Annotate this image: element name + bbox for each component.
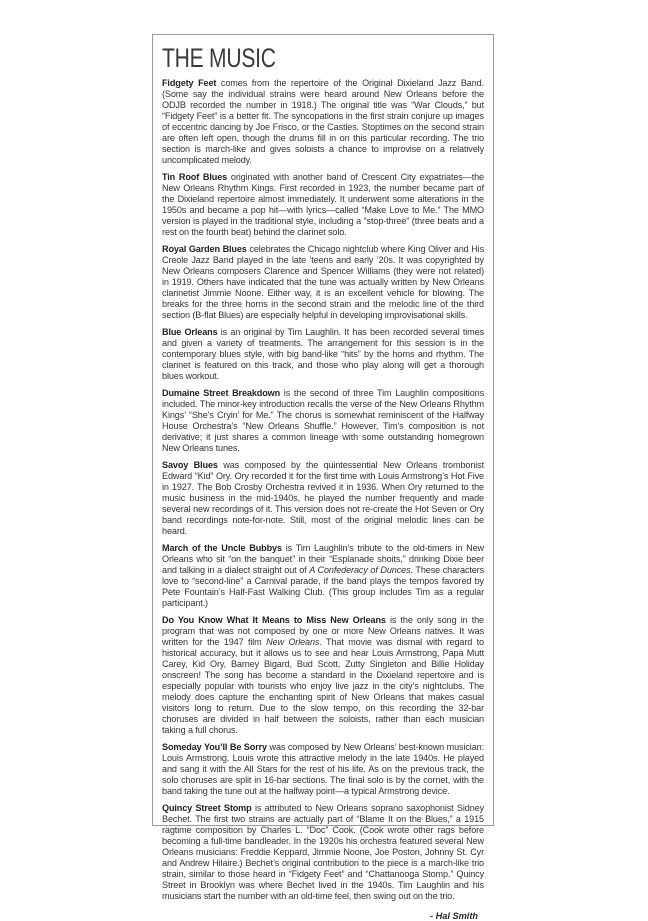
liner-notes-page (152, 34, 494, 921)
song-entry (162, 615, 484, 736)
page-title: THE MUSIC (162, 43, 276, 73)
song-title: Royal Garden Blues (162, 244, 247, 254)
song-title: Do You Know What It Means to Miss New Orleans (162, 615, 386, 625)
song-description: is Tim Laughlin’s tribute to the old-timers in New Orleans who sit “on the banquet” in their “Esplanade shoits,” drinking Dixie beer and talking in a dialect straight out of (162, 543, 484, 575)
song-description: . These characters love to “second-line” a Carnival parade, if the band plays the tempos favored by Pete Fountain’s Half-Fast Walking Club. (This group includes Tim as a regular participant.) (162, 565, 484, 608)
song-entry (162, 78, 484, 166)
song-entry (162, 388, 484, 454)
song-entry (162, 543, 484, 609)
song-description: comes from the repertoire of the Original Dixieland Jazz Band. (Some say the individual strains were heard around New Orleans before the ODJB recorded the number in 1918.) The original title was “War Clouds,” but “Fidgety Feet” is a better fit. The syncopations in the first strain conjure up images of eccentric dancing by Joe Frisco, or the Castles. Stoptimes on the second strain are often left open, though the drums fill in on this particular recording. The trio section is march-like and gives soloists a chance to improvise on a relatively uncomplicated melody. (162, 78, 484, 165)
song-description: . That movie was dismal with regard to historical accuracy, but it allows us to see and hear Louis Armstrong, Papa Mutt Carey, Kid Ory, Barney Bigard, Bud Scott, Zutty Singleton and Billie Holiday onscreen! The song has become a standard in the Dixieland repertoire and is especially popular with tourists who enjoy live jazz in the city’s nightclubs. The melody does capture the enchanting spirit of New Orleans that makes casual visitors long to return. Due to the slow tempo, on this recording the 32-bar choruses are divided in half between the soloists, rather than each musician taking a full chorus. (162, 637, 484, 735)
song-description: is the second of three Tim Laughlin compositions included. The minor-key introduction recalls the verse of the New Orleans Rhythm Kings’ “She’s Cryin’ for Me.” The chorus is somewhat reminiscent of the Halfway House Orchestra’s “New Orleans Shuffle.” However, Tim’s composition is not derivative; it just shares a common lineage with some outstanding homegrown New Orleans tunes. (162, 388, 485, 453)
song-title: Tin Roof Blues (162, 172, 228, 182)
song-title: Quincy Street Stomp (162, 803, 252, 813)
song-entry (162, 327, 484, 382)
song-entry (162, 172, 484, 238)
author-signature: - Hal Smith (430, 911, 478, 921)
song-title: Savoy Blues (162, 460, 218, 470)
song-description: celebrates the Chicago nightclub where King Oliver and His Creole Jazz Band played in the late ’teens and early ’20s. It was copyrighted by New Orleans composers Clarence and Spencer Williams (they were not related) in 1919. Others have indicated that the tune was actually written by New Orleans clarinetist Jimmie Noone. Either way, it is an excellent vehicle for blowing. The breaks for the three horns in the second strain and the melodic line of the third section (B-flat Blues) are especially helpful in developing improvisational skills. (162, 244, 484, 320)
italic-title: New Orleans (266, 637, 320, 647)
song-description: is the only song in the program that was not composed by one or more New Orleans natives. It was written for the 1947 film (162, 615, 484, 647)
song-description: was composed by the quintessential New Orleans trombonist Edward “Kid” Ory. Ory recorded it for the first time with Louis Armstrong’s Hot Five in 1927. The Bob Crosby Orchestra revived it in 1936. When Ory returned to the music business in the mid-1940s, he played the number frequently and made several new recordings of it. This version does not re-create the Hot Seven or Ory band recordings note-for-note. Still, most of the original melodic lines can be heard. (162, 460, 484, 536)
song-description: is an original by Tim Laughlin. It has been recorded several times and given a variety of treatments. The arrangement for this session is in the contemporary blues style, with big band-like “hits” by the horns and rhythm. The clarinet is featured on this track, and those who play along will get a thorough blues workout. (162, 327, 484, 381)
entries-list (162, 78, 484, 902)
song-description: originated with another band of Crescent City expatriates—the New Orleans Rhythm Kings. First recorded in 1923, the number became part of the Dixieland repertoire almost immediately. It underwent some alterations in the 1950s and became a pop hit—with lyrics—called “Make Love to Me.” The MMO version is played in the traditional style, including a “stop-three” (three beats and a rest on the fourth beat) behind the clarinet solo. (162, 172, 484, 237)
italic-title: A Confederacy of Dunces (309, 565, 411, 575)
song-title: Fidgety Feet (162, 78, 217, 88)
song-description: was composed by New Orleans’ best-known musician: Louis Armstrong. Louis wrote this attractive melody in the late 1940s. He played and sang it with the All Stars for the rest of his life. As on the previous track, the solo choruses are split in 16-bar sections. The final solo is by the cornet, with the band taking the tune out at the halfway point—a typical Armstrong device. (162, 742, 484, 796)
song-entry (162, 742, 484, 797)
song-title: Blue Orleans (162, 327, 218, 337)
song-title: Dumaine Street Breakdown (162, 388, 281, 398)
song-title: Someday You’ll Be Sorry (162, 742, 267, 752)
song-entry (162, 460, 484, 537)
song-title: March of the Uncle Bubbys (162, 543, 282, 553)
song-entry (162, 244, 484, 321)
song-description: is attributed to New Orleans soprano saxophonist Sidney Bechet. The first two strains are actually part of “Blame It on the Blues,” a 1915 ragtime composition by Charles L. “Doc” Cook. (Cook wrote other rags before becoming a full-time bandleader. In the 1920s his orchestra featured several New Orleans musicians: Freddie Keppard, Jimmie Noone, Joe Poston, Johnny St. Cyr and Andrew Hilaire.) Bechet’s original contribution to the piece is a march-like trio strain, similar to those heard in “Fidgety Feet” and “Chattanooga Stomp.” Quincy Street in Brooklyn was where Bechet lived in the 1940s. Tim Laughlin and his musicians start the number with an old-time feel, then swing out on the trio. (162, 803, 484, 901)
song-entry (162, 803, 484, 902)
